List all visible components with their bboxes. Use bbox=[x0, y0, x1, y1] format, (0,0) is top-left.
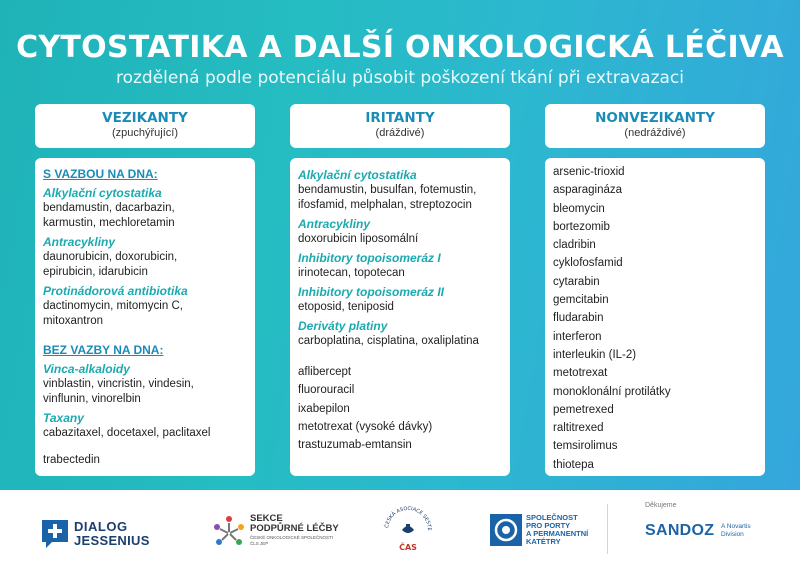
drug-line: karmustin, mechloretamin bbox=[43, 217, 175, 229]
panel-vezikanty bbox=[35, 158, 255, 476]
drug-line: daunorubicin, doxorubicin, bbox=[43, 251, 178, 263]
cas-abbr: ČAS bbox=[399, 543, 417, 552]
drug-line: irinotecan, topotecan bbox=[298, 267, 405, 279]
drug-item: fludarabin bbox=[553, 312, 604, 325]
drug-line: vinflunin, vinorelbin bbox=[43, 393, 141, 405]
port-icon bbox=[490, 514, 522, 546]
drug-item: thiotepa bbox=[553, 458, 594, 471]
drug-item: cytarabin bbox=[553, 275, 600, 288]
drug-item: interferon bbox=[553, 330, 602, 343]
drug-item: monoklonální protilátky bbox=[553, 385, 671, 398]
group-title: Taxany bbox=[43, 411, 84, 425]
column-subtitle: (zpuchýřující) bbox=[111, 127, 179, 139]
drug-line: bendamustin, dacarbazin, bbox=[43, 202, 175, 214]
drug-item: cyklofosfamid bbox=[553, 257, 623, 270]
sekce-podpurne-lecby-logo bbox=[212, 512, 342, 556]
group-title: Deriváty platiny bbox=[298, 319, 388, 333]
thanks-label: Děkujeme bbox=[645, 502, 677, 509]
group-title: Protinádorová antibiotika bbox=[43, 284, 188, 298]
drug-line: trabectedin bbox=[43, 454, 100, 466]
drug-item: gemcitabin bbox=[553, 294, 609, 307]
column-title: VEZIKANTY bbox=[102, 110, 188, 126]
porty-line1: SPOLEČNOST bbox=[526, 513, 578, 522]
group-title: Alkylační cytostatika bbox=[43, 186, 162, 200]
group-title: Vinca-alkaloidy bbox=[43, 362, 130, 376]
drug-item: bleomycin bbox=[553, 202, 605, 215]
group-title: Antracykliny bbox=[298, 217, 371, 231]
footer-logos bbox=[0, 490, 800, 566]
column-subtitle: (dráždivé) bbox=[375, 127, 425, 139]
column-header-iritanty bbox=[290, 104, 510, 148]
drug-line: etoposid, teniposid bbox=[298, 301, 394, 313]
drug-item: raltitrexed bbox=[553, 422, 604, 435]
drug-item: ixabepilon bbox=[298, 402, 350, 415]
drug-line: mitoxantron bbox=[43, 315, 104, 327]
drug-item: bortezomib bbox=[553, 220, 610, 233]
sandoz-wordmark: SANDOZ bbox=[645, 522, 715, 539]
panel-iritanty bbox=[290, 158, 510, 476]
sekce-line2: PODPŮRNÉ LÉČBY bbox=[250, 523, 339, 534]
drug-item: interleukin (IL-2) bbox=[553, 348, 637, 361]
cas-logo bbox=[380, 500, 436, 560]
section-heading: BEZ VAZBY NA DNA: bbox=[43, 343, 164, 357]
drug-item: aflibercept bbox=[298, 366, 352, 378]
drug-item: trastuzumab-emtansin bbox=[298, 439, 412, 452]
drug-item: metotrexat bbox=[553, 367, 608, 380]
drug-item: pemetrexed bbox=[553, 403, 614, 416]
drug-line: cabazitaxel, docetaxel, paclitaxel bbox=[43, 427, 211, 439]
drug-item: asparagináza bbox=[553, 184, 623, 197]
drug-line: dactinomycin, mitomycin C, bbox=[43, 300, 183, 312]
sekce-line1: SEKCE bbox=[250, 513, 283, 524]
drug-item: fluorouracil bbox=[298, 384, 355, 397]
dialog-jessenius-logo bbox=[40, 518, 170, 552]
people-circle-icon bbox=[212, 514, 246, 550]
section-heading: S VAZBOU NA DNA: bbox=[43, 167, 158, 181]
drug-item: cladribin bbox=[553, 239, 596, 252]
drug-line: carboplatina, cisplatina, oxaliplatina bbox=[298, 335, 479, 347]
cas-ring-text: ČESKÁ ASOCIACE SESTE bbox=[384, 505, 433, 531]
drug-line: epirubicin, idarubicin bbox=[43, 266, 148, 278]
porty-line3: A PERMANENTNÍ bbox=[526, 529, 589, 538]
footer-divider bbox=[607, 504, 608, 554]
page-title: CYTOSTATIKA A DALŠÍ ONKOLOGICKÁ LÉČIVA bbox=[16, 30, 784, 65]
column-header-nonvezikanty bbox=[545, 104, 765, 148]
dialog-line1: DIALOG bbox=[74, 519, 128, 534]
porty-katetry-logo bbox=[490, 512, 600, 552]
drug-item: arsenic-trioxid bbox=[553, 166, 625, 178]
novartis-line2: Division bbox=[721, 531, 744, 538]
drug-item: temsirolimus bbox=[553, 440, 618, 453]
dialog-line2: JESSENIUS bbox=[74, 533, 150, 548]
drug-line: bendamustin, busulfan, fotemustin, bbox=[298, 184, 477, 196]
group-title: Alkylační cytostatika bbox=[298, 168, 417, 182]
dialog-speech-icon bbox=[40, 518, 70, 550]
sandoz-logo bbox=[645, 502, 775, 552]
drug-line: doxorubicin liposomální bbox=[298, 233, 419, 245]
drug-item: metotrexat (vysoké dávky) bbox=[298, 420, 433, 433]
sekce-line3: ČESKÉ ONKOLOGICKÉ SPOLEČNOSTI bbox=[250, 535, 334, 540]
panel-nonvezikanty bbox=[545, 158, 765, 476]
cas-emblem-icon bbox=[380, 500, 436, 560]
porty-line2: PRO PORTY bbox=[526, 521, 571, 530]
column-subtitle: (nedráždivé) bbox=[624, 127, 686, 139]
column-title: NONVEZIKANTY bbox=[595, 110, 715, 126]
column-header-vezikanty bbox=[35, 104, 255, 148]
novartis-line1: A Novartis bbox=[721, 523, 751, 530]
group-title: Inhibitory topoisomeráz II bbox=[298, 285, 445, 299]
drug-line: ifosfamid, melphalan, streptozocin bbox=[298, 199, 472, 211]
sekce-line4: ČLS JEP bbox=[250, 541, 269, 546]
group-title: Inhibitory topoisomeráz I bbox=[298, 251, 441, 265]
column-title: IRITANTY bbox=[365, 110, 435, 126]
porty-line4: KATÉTRY bbox=[526, 537, 561, 546]
group-title: Antracykliny bbox=[43, 235, 116, 249]
page-subtitle: rozdělená podle potenciálu působit poškození tkání při extravazaci bbox=[115, 68, 684, 88]
drug-line: vinblastin, vincristin, vindesin, bbox=[43, 378, 194, 390]
